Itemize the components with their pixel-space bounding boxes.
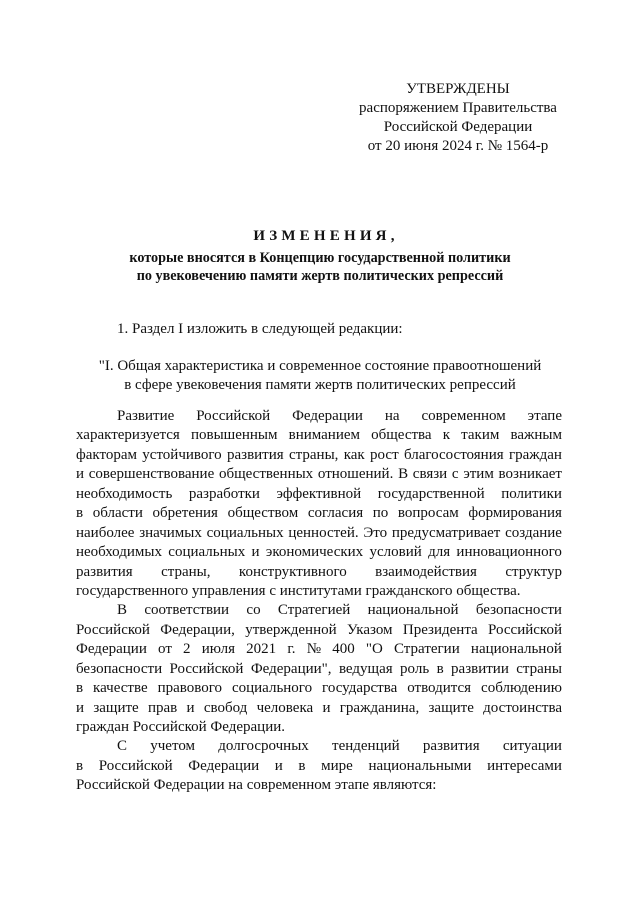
word: долгосрочных (218, 738, 309, 755)
word: Федерации (188, 757, 260, 774)
word: Это (363, 524, 388, 541)
approval-line: УТВЕРЖДЕНЫ (406, 81, 510, 97)
approval-line: Российской Федерации (383, 119, 533, 135)
word: страны, (288, 446, 339, 463)
word: важным (510, 427, 562, 444)
word: области (92, 505, 143, 522)
word: достоинства (483, 699, 562, 716)
word: Развитие (117, 408, 175, 424)
body-text (76, 407, 562, 796)
word: национальными (368, 757, 472, 774)
word: правового (157, 680, 222, 697)
paragraph-line (76, 640, 562, 659)
word: безопасности (475, 602, 562, 619)
word: государственной (377, 485, 485, 502)
word: социальных (206, 524, 284, 541)
word: конструктивного (238, 563, 347, 580)
word: Указом (346, 621, 393, 638)
word: роль (400, 660, 430, 677)
word: и (76, 699, 85, 716)
word: вопросам (397, 505, 459, 522)
word: Российской (488, 621, 562, 638)
word: характеризуется (76, 427, 180, 444)
word: защите (93, 699, 139, 716)
word: и (251, 544, 260, 561)
word: человека (256, 699, 314, 716)
word: и (322, 699, 331, 716)
word: общественных (218, 466, 314, 483)
word: в (76, 505, 84, 522)
word: В (117, 602, 128, 619)
word: экономических (265, 544, 364, 561)
word: связи (412, 466, 448, 483)
paragraph-line (76, 737, 562, 756)
word: обществом (227, 505, 299, 522)
paragraph-line (76, 757, 562, 776)
word: с (451, 466, 459, 483)
word: страны (516, 660, 562, 677)
word: значимых (139, 524, 202, 541)
paragraph-line (76, 601, 562, 620)
document-subtitle (0, 249, 640, 285)
word: соблюдению (481, 680, 562, 697)
word: благосостояния (403, 446, 504, 463)
word: и (186, 699, 195, 716)
word: со (246, 602, 261, 619)
word: к (442, 427, 451, 444)
word: и (274, 757, 283, 774)
word: Президента (402, 621, 478, 638)
word: граждан (508, 446, 562, 463)
word: страны, (161, 563, 211, 580)
word: национальной (367, 602, 459, 619)
word: в (76, 680, 84, 697)
word: Федерации (292, 408, 363, 424)
word: Стратегии (394, 641, 460, 658)
word: ведущая (338, 660, 393, 677)
word: формирования (468, 505, 562, 522)
word: факторам (76, 446, 137, 463)
word: в (298, 757, 306, 774)
word: от (158, 641, 172, 658)
word: тенденций (332, 738, 400, 755)
paragraph-line (76, 699, 562, 718)
word: Российской (76, 621, 150, 638)
paragraph-line (76, 621, 562, 640)
word: обретения (152, 505, 218, 522)
paragraph-line (76, 426, 562, 445)
word: развития (226, 446, 284, 463)
word: июля (201, 641, 235, 658)
word: развитии (451, 660, 509, 677)
word: гражданина, (339, 699, 420, 716)
word: по (372, 505, 389, 522)
word: 2 (183, 641, 191, 658)
word: и (76, 466, 85, 483)
word: Российской (196, 408, 271, 424)
word: 2021 (246, 641, 277, 658)
body-paragraph (76, 737, 562, 795)
word: согласия (307, 505, 364, 522)
word: разработки (188, 485, 260, 502)
item-one-text: 1. Раздел I изложить в следующей редакции: (117, 321, 403, 337)
word: в (76, 757, 84, 774)
paragraph-line (76, 679, 562, 698)
paragraph-line (76, 485, 562, 504)
paragraph-line (76, 563, 562, 582)
word: "О (365, 641, 383, 658)
word: необходимых (76, 544, 162, 561)
word: Стратегией (277, 602, 351, 619)
word: взаимодействия (375, 563, 477, 580)
word: политики (501, 485, 562, 502)
word: В (398, 466, 409, 483)
word: совершенствование (88, 466, 215, 483)
paragraph-line: государственного управления с институтами гражданского общества. (76, 582, 521, 599)
word: учетом (150, 738, 196, 755)
word: интересами (487, 757, 562, 774)
word: инновационного (456, 544, 562, 561)
paragraph-line (76, 446, 562, 465)
paragraph-line: граждан Российской Федерации. (76, 719, 286, 735)
word: Федерации", (250, 660, 332, 677)
word: как (343, 446, 365, 463)
word: мире (321, 757, 353, 774)
paragraph-line (76, 407, 562, 426)
word: Российской (98, 757, 173, 774)
approval-line: от 20 июня 2024 г. № 1564-р (367, 138, 549, 154)
word: государства (322, 680, 398, 697)
paragraph-line: Российской Федерации на современном этапе являются: (76, 777, 437, 794)
section-heading (0, 357, 640, 395)
word: г. (287, 641, 296, 658)
word: развития (422, 738, 480, 755)
subtitle-line: по увековечению памяти жертв политических репрессий (136, 268, 504, 284)
word: повышенным (190, 427, 278, 444)
word: наиболее (76, 524, 135, 541)
word: в (436, 660, 444, 677)
paragraph-line (76, 524, 562, 543)
word: развития (76, 563, 133, 580)
word: Российской (169, 660, 244, 677)
word: вниманием (288, 427, 360, 444)
word: отношений. (317, 466, 394, 483)
word: современном (421, 408, 506, 424)
section-heading-line: в сфере увековечения памяти жертв политических репрессий (124, 377, 516, 393)
word: С (117, 738, 128, 755)
word: свобод (203, 699, 248, 716)
word: социального (231, 680, 313, 697)
word: устойчивого (142, 446, 222, 463)
approval-stamp (330, 80, 586, 156)
word: Федерации, (160, 621, 235, 638)
word: безопасности (76, 660, 163, 677)
word: защите (428, 699, 474, 716)
word: создание (505, 524, 562, 541)
word: условий (369, 544, 422, 561)
word: для (428, 544, 451, 561)
word: качестве (93, 680, 148, 697)
word: ценностей. (288, 524, 359, 541)
word: необходимость (76, 485, 173, 502)
word: Федерации (76, 641, 147, 658)
body-paragraph (76, 601, 562, 737)
word: этим (463, 466, 494, 483)
word: предусматривает (391, 524, 501, 541)
word: 400 (332, 641, 355, 658)
paragraph-line (76, 543, 562, 562)
word: отводится (407, 680, 472, 697)
word: возникает (498, 466, 562, 483)
word: прав (147, 699, 178, 716)
word: № (306, 641, 322, 658)
body-paragraph (76, 407, 562, 601)
word: таким (461, 427, 500, 444)
word: на (384, 408, 400, 424)
word: общества (371, 427, 432, 444)
word: утвержденной (245, 621, 337, 638)
word: структур (505, 563, 562, 580)
subtitle-line: которые вносятся в Концепцию государственной политики (129, 250, 511, 266)
word: соответствии (144, 602, 230, 619)
word: ситуации (502, 738, 562, 755)
word: социальных (168, 544, 246, 561)
approval-line: распоряжением Правительства (359, 100, 557, 116)
word: эффективной (276, 485, 362, 502)
paragraph-line (76, 660, 562, 679)
document-title: ИЗМЕНЕНИЯ, (253, 228, 399, 244)
paragraph-line (76, 504, 562, 523)
word: этапе (527, 408, 562, 424)
paragraph-line (76, 465, 562, 484)
section-heading-line: "I. Общая характеристика и современное состояние правоотношений (98, 358, 542, 374)
word: национальной (470, 641, 562, 658)
word: рост (370, 446, 399, 463)
